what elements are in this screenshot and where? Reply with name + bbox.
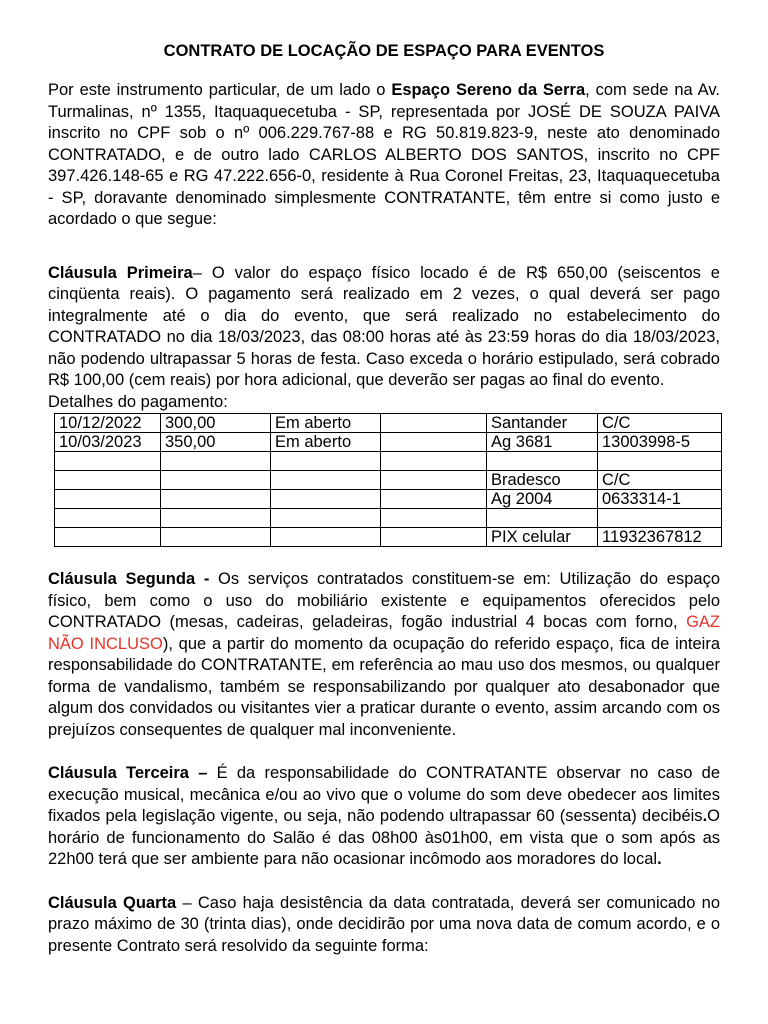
intro-text-1: Por este instrumento particular, de um lado o — [48, 81, 392, 99]
payment-cell — [598, 509, 722, 528]
payment-cell: Ag 2004 — [487, 490, 598, 509]
payment-row — [55, 433, 722, 452]
payment-row — [55, 471, 722, 490]
payment-cell: Bradesco — [487, 471, 598, 490]
clause-3 — [48, 763, 720, 871]
document-title: CONTRATO DE LOCAÇÃO DE ESPAÇO PARA EVENTOS — [163, 42, 605, 60]
payment-cell — [381, 452, 487, 471]
payment-cell — [161, 452, 271, 471]
payment-cell — [487, 509, 598, 528]
payment-cell — [381, 490, 487, 509]
payment-cell: 13003998-5 — [598, 433, 722, 452]
intro-paragraph — [48, 80, 720, 231]
clause-1-heading: Cláusula Primeira — [48, 263, 193, 282]
payment-cell — [161, 509, 271, 528]
payment-cell — [55, 471, 161, 490]
payment-cell — [161, 471, 271, 490]
payment-cell — [161, 528, 271, 547]
payment-cell: 300,00 — [161, 414, 271, 433]
clause-3-dot-2: . — [657, 850, 662, 868]
payment-cell: 0633314-1 — [598, 490, 722, 509]
venue-name: Espaço Sereno da Serra — [391, 81, 586, 99]
clause-1 — [48, 263, 720, 392]
clause-1-text: – O valor do espaço físico locado é de R$ 650,00 (seiscentos e cinqüenta reais). O pagamento será realizado em 2 vezes, o qual deverá ser pago integralmente até o dia do evento, que será realizado no estabelecimento do CONTRATADO no dia 18/03/2023, das 08:00 horas até às 23:59 horas do dia 18/03/2023, não podendo ultrapassar 5 horas de festa. Caso exceda o horário estipulado, será cobrado R$ 100,00 (cem reais) por hora adicional, que deverão ser pagas ao final do evento. — [48, 263, 720, 389]
payment-row — [55, 509, 722, 528]
payment-row — [55, 490, 722, 509]
payment-cell: 10/12/2022 — [55, 414, 161, 433]
payment-row — [55, 528, 722, 547]
payment-cell — [55, 509, 161, 528]
clause-3-text-1: É da responsabilidade do CONTRATANTE observar no caso de execução musical, mecânica e/ou ao vivo que o volume do som deve obedecer aos limites fixados pela legislação vigente, ou seja, não podendo ultrapassar 60 (sessenta) decibéis — [48, 764, 720, 825]
payment-cell: Em aberto — [271, 433, 381, 452]
payment-label: Detalhes do pagamento: — [48, 392, 228, 411]
payment-cell — [381, 433, 487, 452]
clause-2 — [48, 569, 720, 741]
payment-cell — [271, 528, 381, 547]
payment-cell — [161, 490, 271, 509]
payment-cell: 350,00 — [161, 433, 271, 452]
clause-2-heading: Cláusula Segunda - — [48, 570, 210, 588]
clause-3-dot-1: . — [702, 807, 708, 825]
payment-cell — [598, 452, 722, 471]
payment-cell: 11932367812 — [598, 528, 722, 547]
payment-cell — [381, 414, 487, 433]
payment-cell: Em aberto — [271, 414, 381, 433]
payment-cell — [271, 471, 381, 490]
payment-cell: Santander — [487, 414, 598, 433]
intro-text-2: , com sede na Av. Turmalinas, nº 1355, Itaquaquecetuba - SP, representada por JOSÉ DE SOUZA PAIVA inscrito no CPF sob o nº 006.229.767-88 e RG 50.819.823-9, neste ato denominado CONTRATADO, e de outro lado CARLOS ALBERTO DOS SANTOS, inscrito no CPF 397.426.148-65 e RG 47.222.656-0, residente à Rua Coronel Freitas, 23, Itaquaquecetuba - SP, doravante denominado simplesmente CONTRATANTE, têm entre si como justo e acordado o que segue: — [48, 81, 720, 228]
clause-2-text-1: Os serviços contratados constituem-se em: Utilização do espaço físico, bem como o uso do mobiliário existente e equipamentos oferecidos pelo CONTRATADO (mesas, cadeiras, geladeiras, fogão industrial 4 bocas com forno, — [48, 570, 720, 631]
payment-cell: C/C — [598, 471, 722, 490]
payment-cell — [381, 509, 487, 528]
clause-2-text-2: ), que a partir do momento da ocupação do referido espaço, fica de inteira responsabilidade do CONTRATANTE, em referência ao mau uso dos mesmos, ou qualquer forma de vandalismo, também se responsabilizando por qualquer ato desabonador que algum dos convidados ou visitantes vier a praticar durante o evento, assim arcando com os prejuízos consequentes de qualquer mal inconveniente. — [48, 634, 721, 739]
payment-cell — [55, 452, 161, 471]
gas-not-included-note: GAZ NÃO INCLUSO — [48, 613, 720, 653]
payment-cell: C/C — [598, 414, 722, 433]
payment-cell: 10/03/2023 — [55, 433, 161, 452]
payment-cell — [55, 490, 161, 509]
payment-row — [55, 414, 722, 433]
clause-4-heading: Cláusula Quarta — [48, 893, 177, 912]
payment-cell — [271, 452, 381, 471]
payment-cell: PIX celular — [487, 528, 598, 547]
payment-cell — [55, 528, 161, 547]
payment-cell: Ag 3681 — [487, 433, 598, 452]
clause-4-text: – Caso haja desistência da data contratada, deverá ser comunicado no prazo máximo de 30 (trinta dias), onde decidirão por uma nova data de comum acordo, e o presente Contrato será resolvido da seguinte forma: — [48, 893, 720, 955]
payment-cell — [381, 471, 487, 490]
payment-cell — [487, 452, 598, 471]
payment-cell — [271, 509, 381, 528]
clause-3-text-2: O horário de funcionamento do Salão é das 08h00 às01h00, em vista que o som após as 22h00 terá que ser ambiente para não ocasionar incômodo aos moradores do local — [48, 807, 720, 868]
payment-row — [55, 452, 722, 471]
clause-4 — [48, 893, 720, 958]
clause-3-heading: Cláusula Terceira – — [48, 764, 208, 782]
payment-table — [54, 413, 722, 547]
payment-cell — [271, 490, 381, 509]
payment-cell — [381, 528, 487, 547]
